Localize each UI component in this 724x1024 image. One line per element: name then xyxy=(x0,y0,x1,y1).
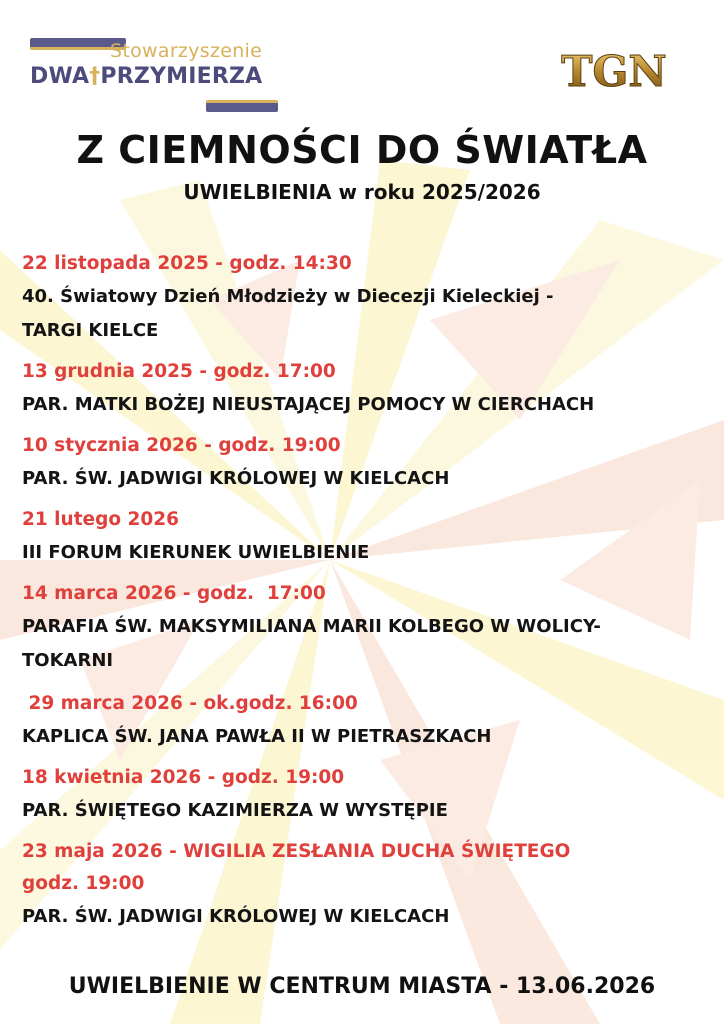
event-place: PAR. ŚWIĘTEGO KAZIMIERZA W WYSTĘPIE xyxy=(22,800,448,821)
tgn-logo xyxy=(556,44,672,96)
event-date: 29 marca 2026 - ok.godz. 16:00 xyxy=(22,693,358,714)
event-place: III FORUM KIERUNEK UWIELBIENIE xyxy=(22,542,370,563)
cross-icon: † xyxy=(89,64,101,89)
event-date: 14 marca 2026 - godz. 17:00 xyxy=(22,583,326,604)
logo-line-2 xyxy=(30,64,262,89)
event-place: PARAFIA ŚW. MAKSYMILIANA MARII KOLBEGO W WOLICY- xyxy=(22,616,601,637)
event-place: PAR. ŚW. JADWIGI KRÓLOWEJ W KIELCACH xyxy=(22,906,450,927)
page-title: Z CIEMNOŚCI DO ŚWIATŁA xyxy=(76,128,648,172)
dwa-przymierza-logo xyxy=(28,36,284,120)
page-subtitle: UWIELBIENIA w roku 2025/2026 xyxy=(183,180,541,204)
event-list xyxy=(22,248,712,942)
book-bottom-icon xyxy=(206,100,278,112)
tgn-logo-icon xyxy=(556,44,672,96)
event-item xyxy=(22,430,712,496)
event-date: 18 kwietnia 2026 - godz. 19:00 xyxy=(22,767,345,788)
event-place: 40. Światowy Dzień Młodzieży w Diecezji Kieleckiej - xyxy=(22,286,554,307)
event-place: KAPLICA ŚW. JANA PAWŁA II W PIETRASZKACH xyxy=(22,726,492,747)
event-place: PAR. MATKI BOŻEJ NIEUSTAJĄCEJ POMOCY W CIERCHACH xyxy=(22,394,595,415)
event-date: 10 stycznia 2026 - godz. 19:00 xyxy=(22,435,341,456)
logo-word-przymierza: PRZYMIERZA xyxy=(100,64,263,89)
event-item xyxy=(22,248,712,348)
event-place: PAR. ŚW. JADWIGI KRÓLOWEJ W KIELCACH xyxy=(22,468,450,489)
event-item xyxy=(22,578,712,678)
tgn-logo-text: TGN xyxy=(561,47,667,96)
event-date: 13 grudnia 2025 - godz. 17:00 xyxy=(22,361,336,382)
event-item xyxy=(22,504,712,570)
logo-word-dwa: DWA xyxy=(30,64,90,89)
logo-line-1: Stowarzyszenie xyxy=(110,40,263,62)
event-item xyxy=(22,688,712,754)
footer-announcement: UWIELBIENIE W CENTRUM MIASTA - 13.06.2026 xyxy=(68,974,656,999)
event-date: 21 lutego 2026 xyxy=(22,509,179,530)
event-item xyxy=(22,836,712,934)
event-item xyxy=(22,762,712,828)
event-date: 22 listopada 2025 - godz. 14:30 xyxy=(22,253,352,274)
event-time: godz. 19:00 xyxy=(22,873,145,894)
event-place: TARGI KIELCE xyxy=(22,320,159,341)
event-date: 23 maja 2026 - WIGILIA ZESŁANIA DUCHA ŚWIĘTEGO xyxy=(22,841,571,862)
event-item xyxy=(22,356,712,422)
event-place: TOKARNI xyxy=(22,650,114,671)
